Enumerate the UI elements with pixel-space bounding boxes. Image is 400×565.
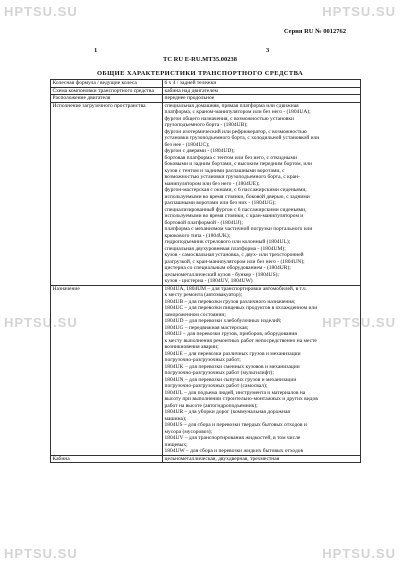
section-title: ОБЩИЕ ХАРАКТЕРИСТИКИ ТРАНСПОРТНОГО СРЕДСТВА (96, 70, 304, 77)
row-label: Колесная формула / ведущие колеса (51, 80, 163, 88)
value-line: манипулятором или без него - (1804UE); (164, 180, 260, 187)
row-value (163, 455, 361, 463)
watermark-bottom-right: HPTSU.SU (322, 546, 396, 561)
value-line: к месту ремонта (автоэвакуатор); (164, 292, 243, 298)
table-row (51, 87, 361, 95)
watermark-middle-right: HPTSU.SU (322, 315, 396, 330)
value-line: мусора (мусоровоз); (164, 428, 213, 435)
value-line: работ на высоте (автогидроподъемник); (164, 402, 258, 409)
row-label: Назначение (51, 285, 163, 455)
value-line: цистерна со специальным оборудованием - (1804UR); (164, 265, 291, 271)
row-label: Схема компоновки транспортного средства (51, 87, 163, 95)
value-line: установки грузоподъемного борта, с холодильной установкой или (164, 135, 320, 141)
value-line: погрузочно-разгрузочных работ (мультилифт); (164, 370, 274, 376)
row-label: Расположение двигателя (51, 95, 163, 103)
row-value (163, 80, 361, 88)
value-line: без нее - (1804UC); (164, 141, 210, 148)
value-line: фургон с дверями - (1804UD); (164, 148, 235, 154)
serie-number: Серия RU № 0012762 (283, 28, 346, 35)
value-line: 1804UW – для сбора и перевозки жидких бытовых отходов (164, 448, 304, 454)
value-line: к месту выполнения ремонтных работ непосредственно на месте (164, 337, 317, 344)
value-line: специализированный фургон с 6 пассажирскими сиденьями, (164, 206, 307, 213)
table-row (51, 102, 361, 285)
value-line: 1804UB – для перевозки грузов различного назначения; (164, 298, 296, 305)
value-line: возможностью установки грузоподъемного борта, с кран- (164, 174, 300, 180)
value-line: специальная двухуровневая платформа - (1804UM); (164, 245, 286, 252)
value-line: кузов - цистерна - (1804UV, 1804UW) (164, 278, 253, 284)
value-line: бортовой платформой - (1804UJ); (164, 219, 243, 226)
row-label: Исполнение загрузочного пространства (51, 102, 163, 285)
watermark-top-left: HPTSU.SU (4, 4, 78, 19)
value-line: платформа, с краном-манипулятором или без него - (1804UA); (164, 109, 311, 115)
value-line: боковыми и задним бортами, с высоким передним бортом, или (164, 161, 312, 167)
value-line: высоту при выполнении строительно-монтажных и других видов (164, 396, 318, 402)
value-line: замороженном состоянии; (164, 311, 226, 318)
value-line: 1804UV – для транспортирования жидкостей, в том числе (164, 435, 301, 441)
page-number-left: 1 (94, 47, 98, 54)
value-line: 1804UN – для перевозки сыпучих грузов и механизации (164, 376, 297, 383)
value-line: цельнометаллическая, двухдверная, трехместная (164, 455, 280, 462)
watermark-middle-left: HPTSU.SU (4, 315, 78, 330)
value-line: 1804UR – для уборки дорог (коммунальная дорожная (164, 409, 290, 415)
value-line: погрузочно-разгрузочных работ (самосвал); (164, 383, 268, 389)
document-id: TC RU E-RU.MT35.00238 (162, 56, 238, 63)
value-line: кузов - самосвальная установка, с двух- или трехсторонней (164, 252, 304, 258)
value-line: крюкового типа - (1804UK); (164, 232, 231, 239)
watermark-bottom-left: HPTSU.SU (4, 546, 78, 561)
value-line: 1804UD – для перевозки хлебобулочных изделий; (164, 318, 282, 324)
row-value (163, 87, 361, 95)
value-line: 1804UL – для подъема людей, инструмента и материалов на (164, 389, 306, 396)
characteristics-table (50, 79, 361, 463)
row-value (163, 102, 361, 285)
value-line: платформа с механизмом частичной погрузки портального или (164, 226, 313, 232)
value-line: 1804UG – передвижная мастерская; (164, 324, 249, 331)
row-value (163, 285, 361, 455)
value-line: цельнометаллический кузов - бункер - (1804US); (164, 271, 279, 278)
value-line: фургон общего назначения, с возможностью установки (164, 115, 294, 122)
value-line: 1804UJ – для перевозки грузов, приборов, оборудования (164, 331, 297, 337)
value-line: используемыми во время стоянки, боковой дверью, с задними (164, 193, 310, 200)
value-line: переднее продольное (164, 95, 215, 101)
value-line: специальная домашняя, прямая платформа или сдвижная (164, 102, 299, 109)
table-row (51, 95, 361, 103)
value-line: гидроподъемник стрелового или колонный (1804UL); (164, 239, 291, 245)
value-line: пищевых; (164, 441, 188, 448)
watermark-top-right: HPTSU.SU (322, 4, 396, 19)
page-number-right: 3 (266, 47, 270, 54)
value-line: 6 х 4 / задней тележки (164, 80, 217, 86)
value-line: грузоподъемного борта - (1804UB); (164, 122, 248, 128)
value-line: фургон-мастерская с окнами, с 6 пассажирскими сиденьями, (164, 187, 307, 193)
value-line: 1804UE – для перевозки различных грузов и механизации (164, 350, 301, 357)
row-value (163, 95, 361, 103)
row-label: Кабина (51, 455, 163, 463)
value-line: используемыми во время стоянки, с кран-манипулятором и (164, 213, 304, 219)
value-line: разгрузкой, с кран-манипулятором или без него - (1804UN); (164, 258, 305, 265)
value-line: погрузочно-разгрузочных работ; (164, 357, 241, 363)
value-line: распашными воротами или без них - (1804UG); (164, 200, 276, 206)
value-line: возникновения аварии; (164, 344, 219, 350)
value-line: 1804US – для сбора и перевозки твердых бытовых отходов и (164, 422, 307, 428)
value-line: 1804UA, 1804UM – для транспортировки автомобилей, в т.ч. (164, 285, 308, 292)
value-line: бортовая платформа с тентом или без него, с откидными (164, 154, 297, 161)
value-line: фургон изотермический или рефрижератор, с возможностью (164, 128, 307, 135)
table-row (51, 455, 361, 463)
value-line: кузов с тентом и задними распашными воротами, с (164, 167, 285, 174)
value-line: 1804UC – для перевозки пищевых продуктов в охлажденном или (164, 305, 318, 311)
table-row (51, 285, 361, 455)
table-row (51, 80, 361, 88)
value-line: кабина над двигателем (164, 87, 218, 94)
characteristics-table-body (51, 80, 361, 463)
value-line: машина); (164, 415, 187, 422)
value-line: 1804UK – для перевозки сменных кузовов и механизации (164, 363, 300, 370)
